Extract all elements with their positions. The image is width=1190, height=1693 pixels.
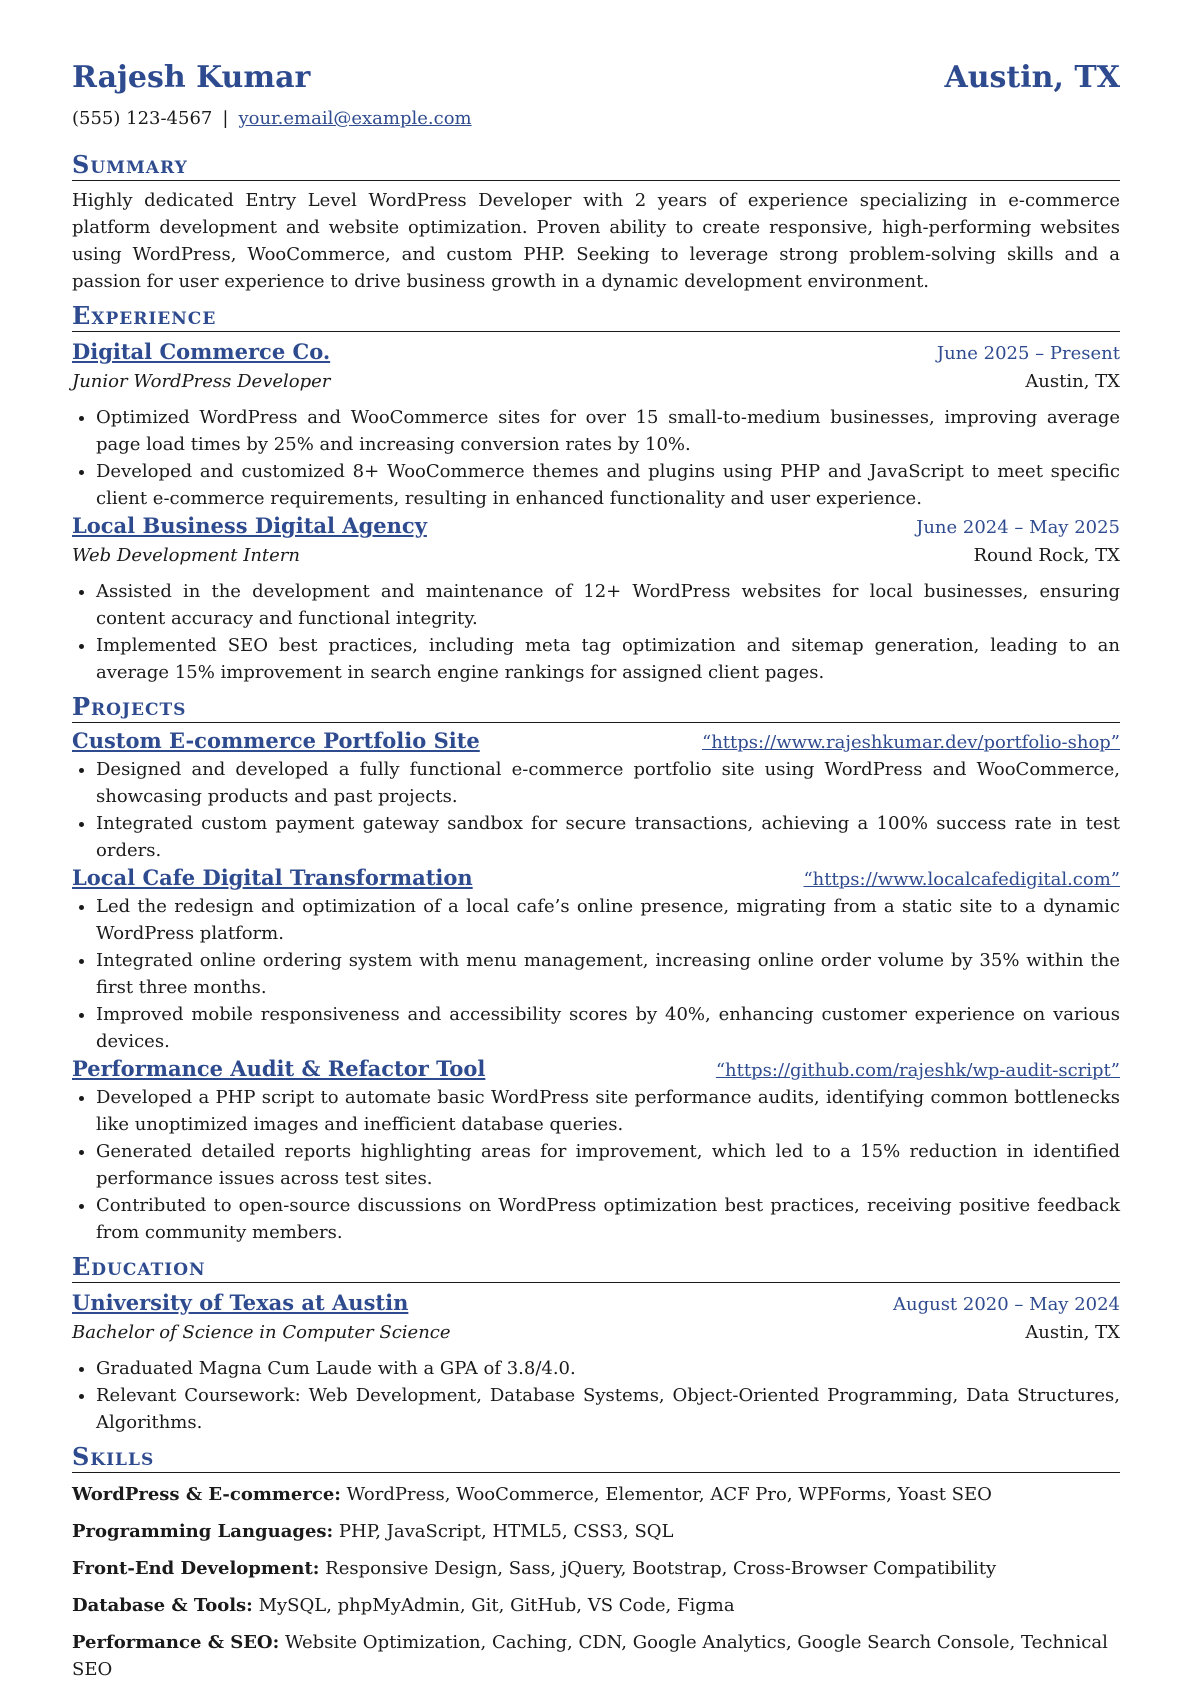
candidate-location: Austin, TX: [944, 60, 1120, 95]
bullet-item: • Relevant Coursework: Web Development, Database Systems, Object-Oriented Programming, Data Structures, Algorithms.: [96, 1382, 1120, 1436]
bullet-item: • Developed a PHP script to automate basic WordPress site performance audits, identifying common bottlenecks like unoptimized images and inefficient database queries.: [96, 1084, 1120, 1138]
bullet-item: • Contributed to open-source discussions on WordPress optimization best practices, receiving positive feedback from community members.: [96, 1192, 1120, 1246]
job-dates: June 2025 – Present: [936, 343, 1120, 364]
job-title: Junior WordPress Developer: [72, 371, 331, 392]
skill-category: WordPress & E-commerce:: [72, 1484, 341, 1505]
experience-entry: [72, 512, 1120, 686]
project-entry: [72, 727, 1120, 864]
bullet-item: • Optimized WordPress and WooCommerce sites for over 15 small-to-medium businesses, improving average page load times by 25% and increasing conversion rates by 10%.: [96, 404, 1120, 458]
projects-heading: Projects: [72, 692, 1120, 723]
bullet-item: • Integrated custom payment gateway sandbox for secure transactions, achieving a 100% success rate in test orders.: [96, 810, 1120, 864]
bullet-item: • Developed and customized 8+ WooCommerce themes and plugins using PHP and JavaScript to meet specific client e-commerce requirements, resulting in enhanced functionality and user experience.: [96, 458, 1120, 512]
summary-heading: Summary: [72, 150, 1120, 181]
phone-number: (555) 123-4567: [72, 108, 213, 129]
education-entry: [72, 1289, 1120, 1436]
skill-row: [72, 1518, 1120, 1545]
bullet-item: • Improved mobile responsiveness and accessibility scores by 40%, enhancing customer experience on various devices.: [96, 1001, 1120, 1055]
contact-line: [72, 108, 472, 129]
project-name-link[interactable]: Performance Audit & Refactor Tool: [72, 1056, 486, 1081]
degree: Bachelor of Science in Computer Science: [72, 1322, 451, 1343]
education-dates: August 2020 – May 2024: [892, 1294, 1120, 1315]
skill-values: Responsive Design, Sass, jQuery, Bootstrap, Cross-Browser Compatibility: [325, 1558, 997, 1579]
project-bullets: [72, 893, 1120, 1055]
job-location: Round Rock, TX: [973, 545, 1120, 566]
skills-list: [72, 1481, 1120, 1683]
skill-row: [72, 1592, 1120, 1619]
job-title: Web Development Intern: [72, 545, 301, 566]
email-link[interactable]: your.email@example.com: [238, 108, 472, 129]
skill-values: PHP, JavaScript, HTML5, CSS3, SQL: [338, 1521, 674, 1542]
project-url-link[interactable]: “https://www.rajeshkumar.dev/portfolio-shop”: [702, 732, 1120, 753]
skill-row: [72, 1481, 1120, 1508]
school-name-link[interactable]: University of Texas at Austin: [72, 1290, 409, 1315]
experience-entry: [72, 338, 1120, 512]
skill-values: MySQL, phpMyAdmin, Git, GitHub, VS Code, Figma: [258, 1595, 735, 1616]
skill-category: Database & Tools:: [72, 1595, 253, 1616]
education-heading: Education: [72, 1252, 1120, 1283]
job-bullets: [72, 404, 1120, 512]
summary-text: Highly dedicated Entry Level WordPress Developer with 2 years of experience specializing in e-commerce platform development and website optimization. Proven ability to create responsive, high-performing websites using WordPress, WooCommerce, and custom PHP. Seeking to leverage strong problem-solving skills and a passion for user experience to drive business growth in a dynamic development environment.: [72, 190, 1120, 292]
project-entry: [72, 864, 1120, 1055]
skill-values: WordPress, WooCommerce, Elementor, ACF Pro, WPForms, Yoast SEO: [346, 1484, 992, 1505]
bullet-item: • Generated detailed reports highlighting areas for improvement, which led to a 15% reduction in identified performance issues across test sites.: [96, 1138, 1120, 1192]
project-bullets: [72, 1084, 1120, 1246]
job-dates: June 2024 – May 2025: [916, 517, 1120, 538]
project-entry: [72, 1055, 1120, 1246]
resume-page: [72, 0, 1120, 1693]
skill-category: Front-End Development:: [72, 1558, 320, 1579]
candidate-name: Rajesh Kumar: [72, 60, 311, 95]
project-name-link[interactable]: Custom E-commerce Portfolio Site: [72, 728, 480, 753]
project-url-link[interactable]: “https://www.localcafedigital.com”: [803, 869, 1120, 890]
project-url-link[interactable]: “https://github.com/rajeshk/wp-audit-script”: [715, 1060, 1120, 1081]
resume-header: [72, 0, 1120, 150]
bullet-item: • Integrated online ordering system with menu management, increasing online order volume by 35% within the first three months.: [96, 947, 1120, 1001]
education-location: Austin, TX: [1025, 1322, 1120, 1343]
skill-category: Performance & SEO:: [72, 1632, 280, 1653]
project-name-link[interactable]: Local Cafe Digital Transformation: [72, 865, 473, 890]
project-bullets: [72, 756, 1120, 864]
contact-separator: |: [222, 108, 229, 129]
company-name-link[interactable]: Local Business Digital Agency: [72, 513, 427, 538]
bullet-item: • Graduated Magna Cum Laude with a GPA of 3.8/4.0.: [96, 1355, 1120, 1382]
job-location: Austin, TX: [1025, 371, 1120, 392]
company-name-link[interactable]: Digital Commerce Co.: [72, 339, 331, 364]
skill-row: [72, 1629, 1120, 1683]
skills-heading: Skills: [72, 1442, 1120, 1473]
bullet-item: • Implemented SEO best practices, including meta tag optimization and sitemap generation, leading to an average 15% improvement in search engine rankings for assigned client pages.: [96, 632, 1120, 686]
skill-values: Website Optimization, Caching, CDN, Google Analytics, Google Search Console, Technical SEO: [72, 1632, 1108, 1680]
experience-heading: Experience: [72, 301, 1120, 332]
bullet-item: • Designed and developed a fully functional e-commerce portfolio site using WordPress and WooCommerce, showcasing products and past projects.: [96, 756, 1120, 810]
skill-category: Programming Languages:: [72, 1521, 334, 1542]
bullet-item: • Assisted in the development and maintenance of 12+ WordPress websites for local businesses, ensuring content accuracy and functional integrity.: [96, 578, 1120, 632]
bullet-item: • Led the redesign and optimization of a local cafe’s online presence, migrating from a static site to a dynamic WordPress platform.: [96, 893, 1120, 947]
skill-row: [72, 1555, 1120, 1582]
education-bullets: [72, 1355, 1120, 1436]
job-bullets: [72, 578, 1120, 686]
